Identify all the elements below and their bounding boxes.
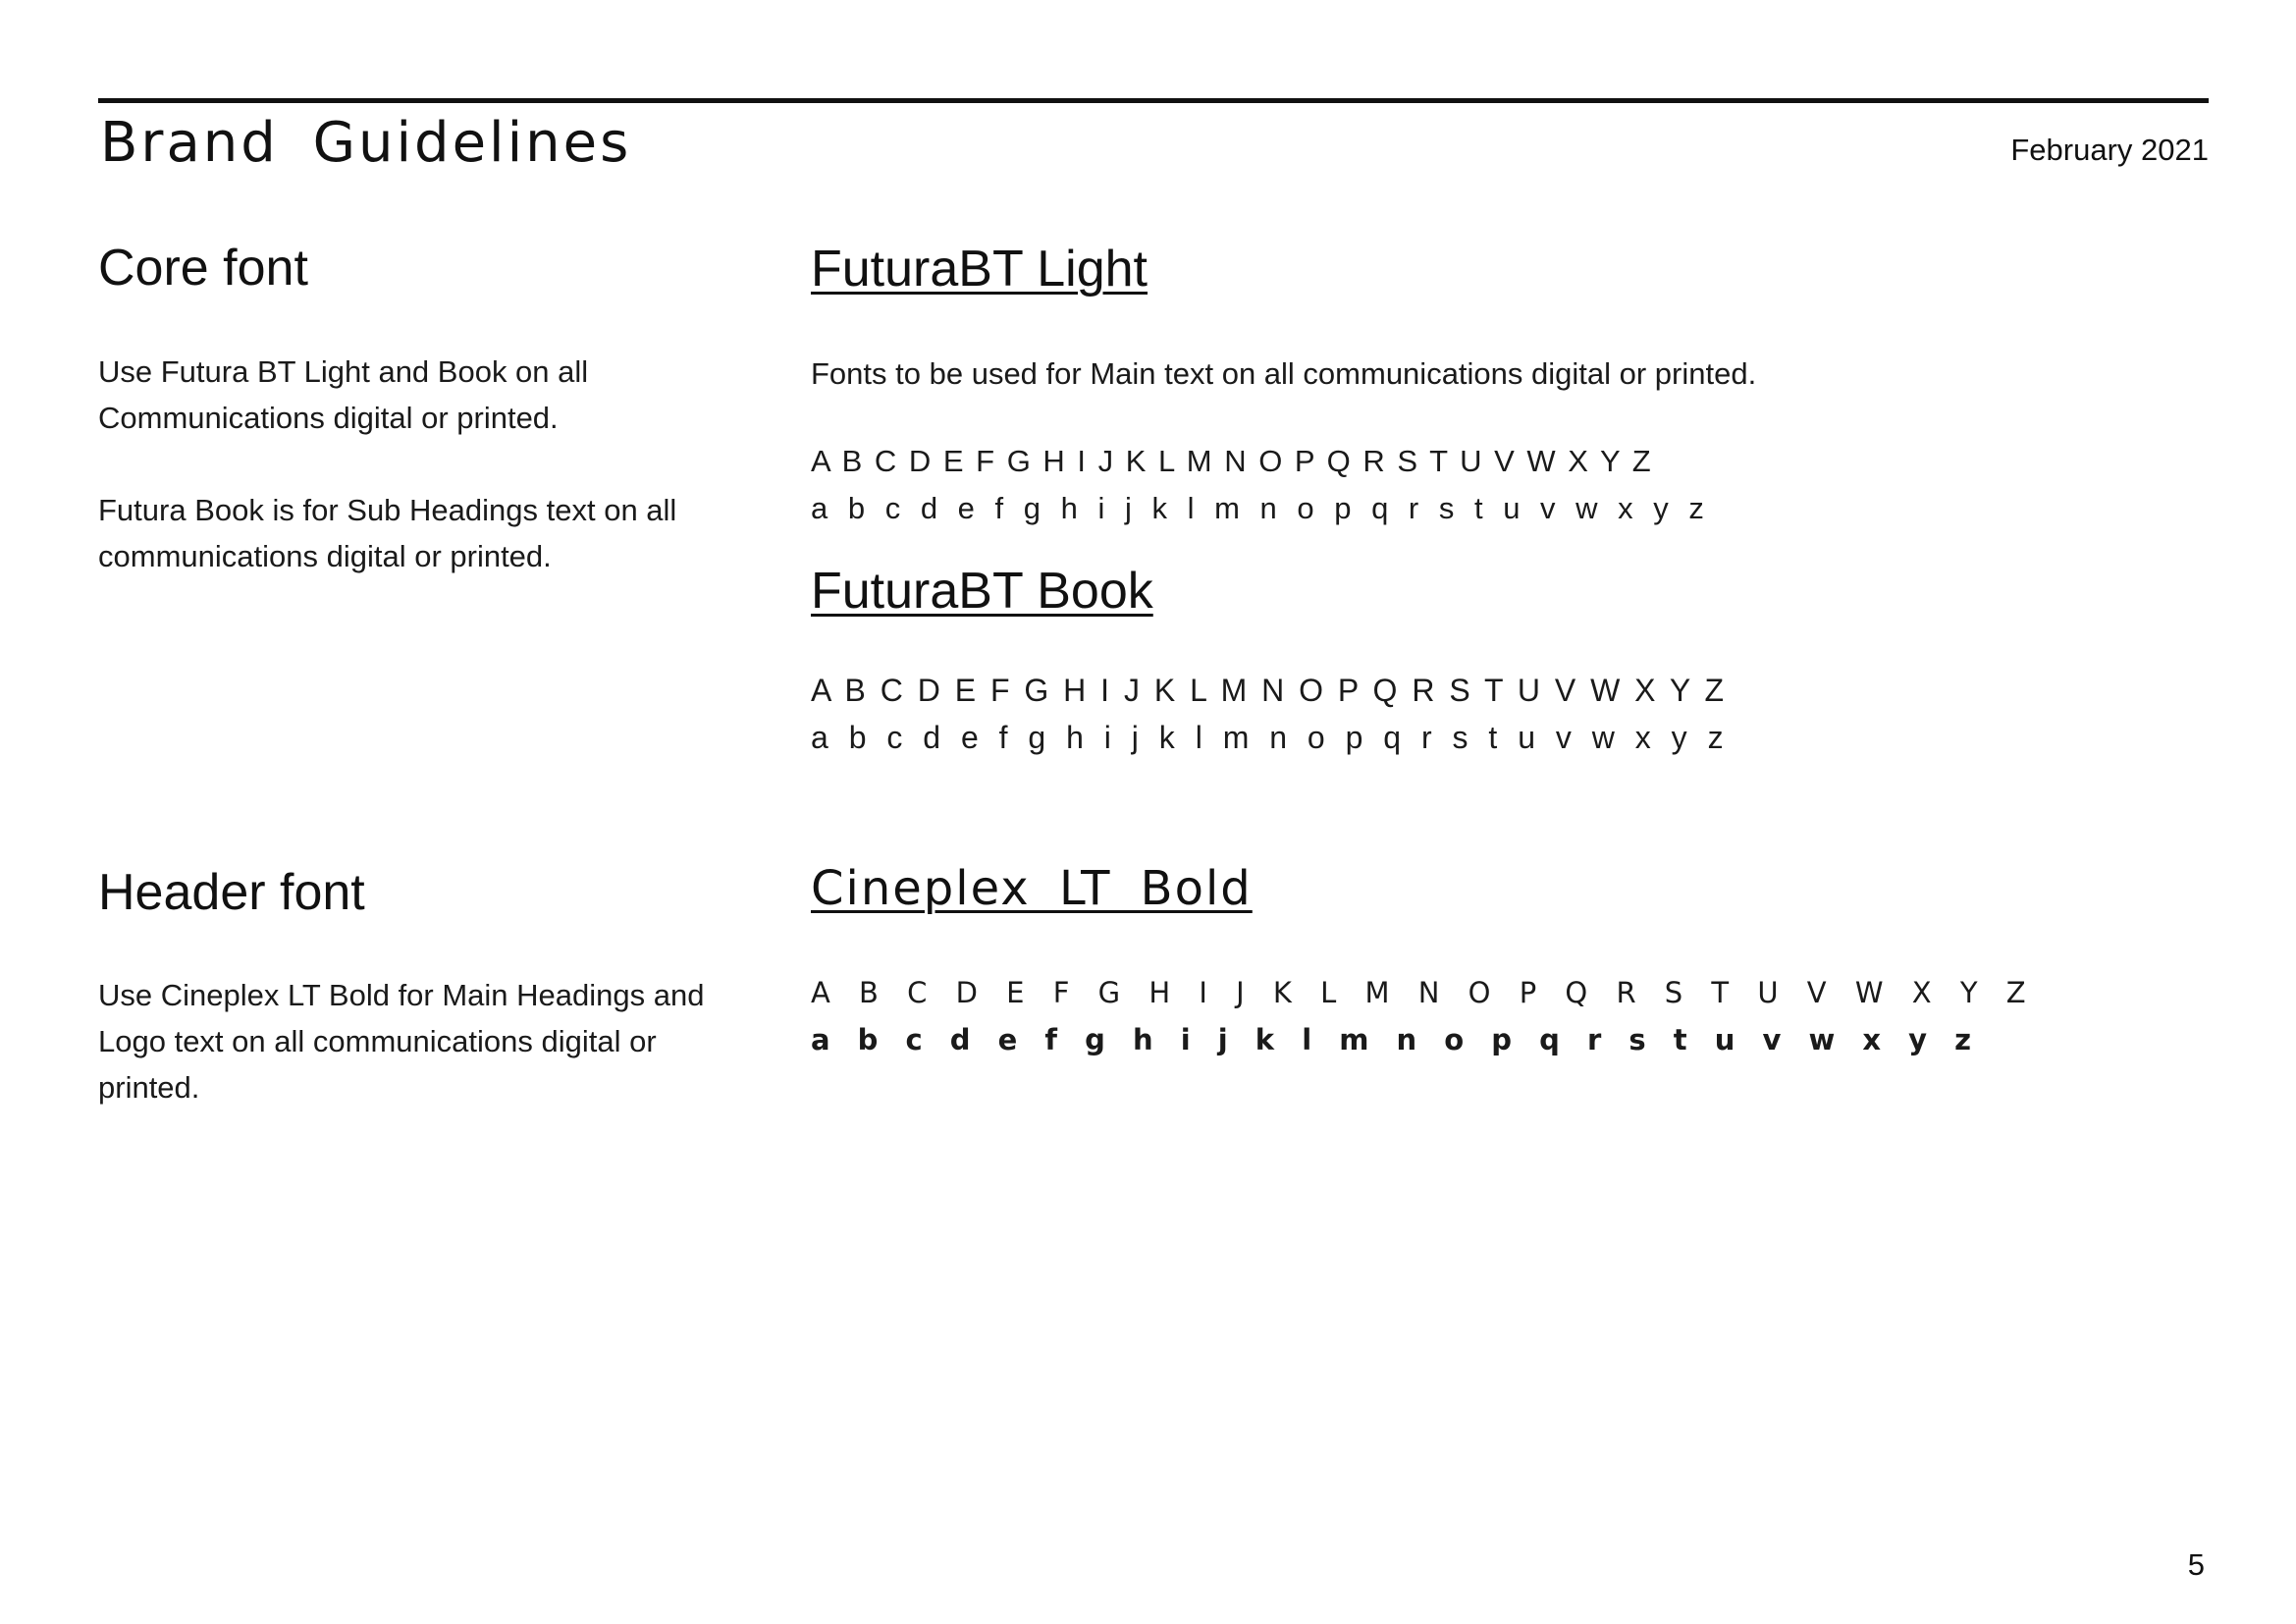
futura-light-description: Fonts to be used for Main text on all communications digital or printed. (811, 356, 1757, 391)
cineplex-uppercase: A B C D E F G H I J K L M N O P Q R S T U V W X Y Z (811, 976, 2036, 1009)
header-font-description (98, 972, 766, 1110)
futura-book-sample (811, 667, 1730, 761)
futura-light-lowercase: a b c d e f g h i j k l m n o p q r s t u v w x y z (811, 491, 1710, 525)
cineplex-heading: Cineplex LT Bold (811, 861, 1253, 916)
document-title: Brand Guidelines (100, 111, 632, 175)
document-date: February 2021 (2010, 133, 2209, 167)
futura-light-sample (811, 438, 1710, 532)
cineplex-lowercase: a b c d e f g h i j k l m n o p q r s t u v w x y z (811, 1023, 1981, 1056)
core-font-paragraph-1: Use Futura BT Light and Book on all Communications digital or printed. (98, 354, 589, 435)
header-font-paragraph-1: Use Cineplex LT Bold for Main Headings and Logo text on all communications digital or printed. (98, 978, 705, 1105)
cineplex-sample (811, 969, 2036, 1063)
futura-light-uppercase: A B C D E F G H I J K L M N O P Q R S T U V W X Y Z (811, 444, 1653, 478)
core-font-paragraph-2: Futura Book is for Sub Headings text on all communications digital or printed. (98, 493, 677, 573)
futura-book-lowercase: a b c d e f g h i j k l m n o p q r s t u v w x y z (811, 720, 1730, 755)
page-number: 5 (2187, 1547, 2205, 1582)
futura-book-heading: FuturaBT Book (811, 563, 1153, 620)
core-font-description (98, 349, 746, 579)
top-rule (98, 98, 2209, 103)
futura-book-uppercase: A B C D E F G H I J K L M N O P Q R S T U V W X Y Z (811, 673, 1728, 708)
core-font-title: Core font (98, 240, 308, 297)
futura-light-heading: FuturaBT Light (811, 241, 1148, 298)
header-font-title: Header font (98, 864, 365, 921)
